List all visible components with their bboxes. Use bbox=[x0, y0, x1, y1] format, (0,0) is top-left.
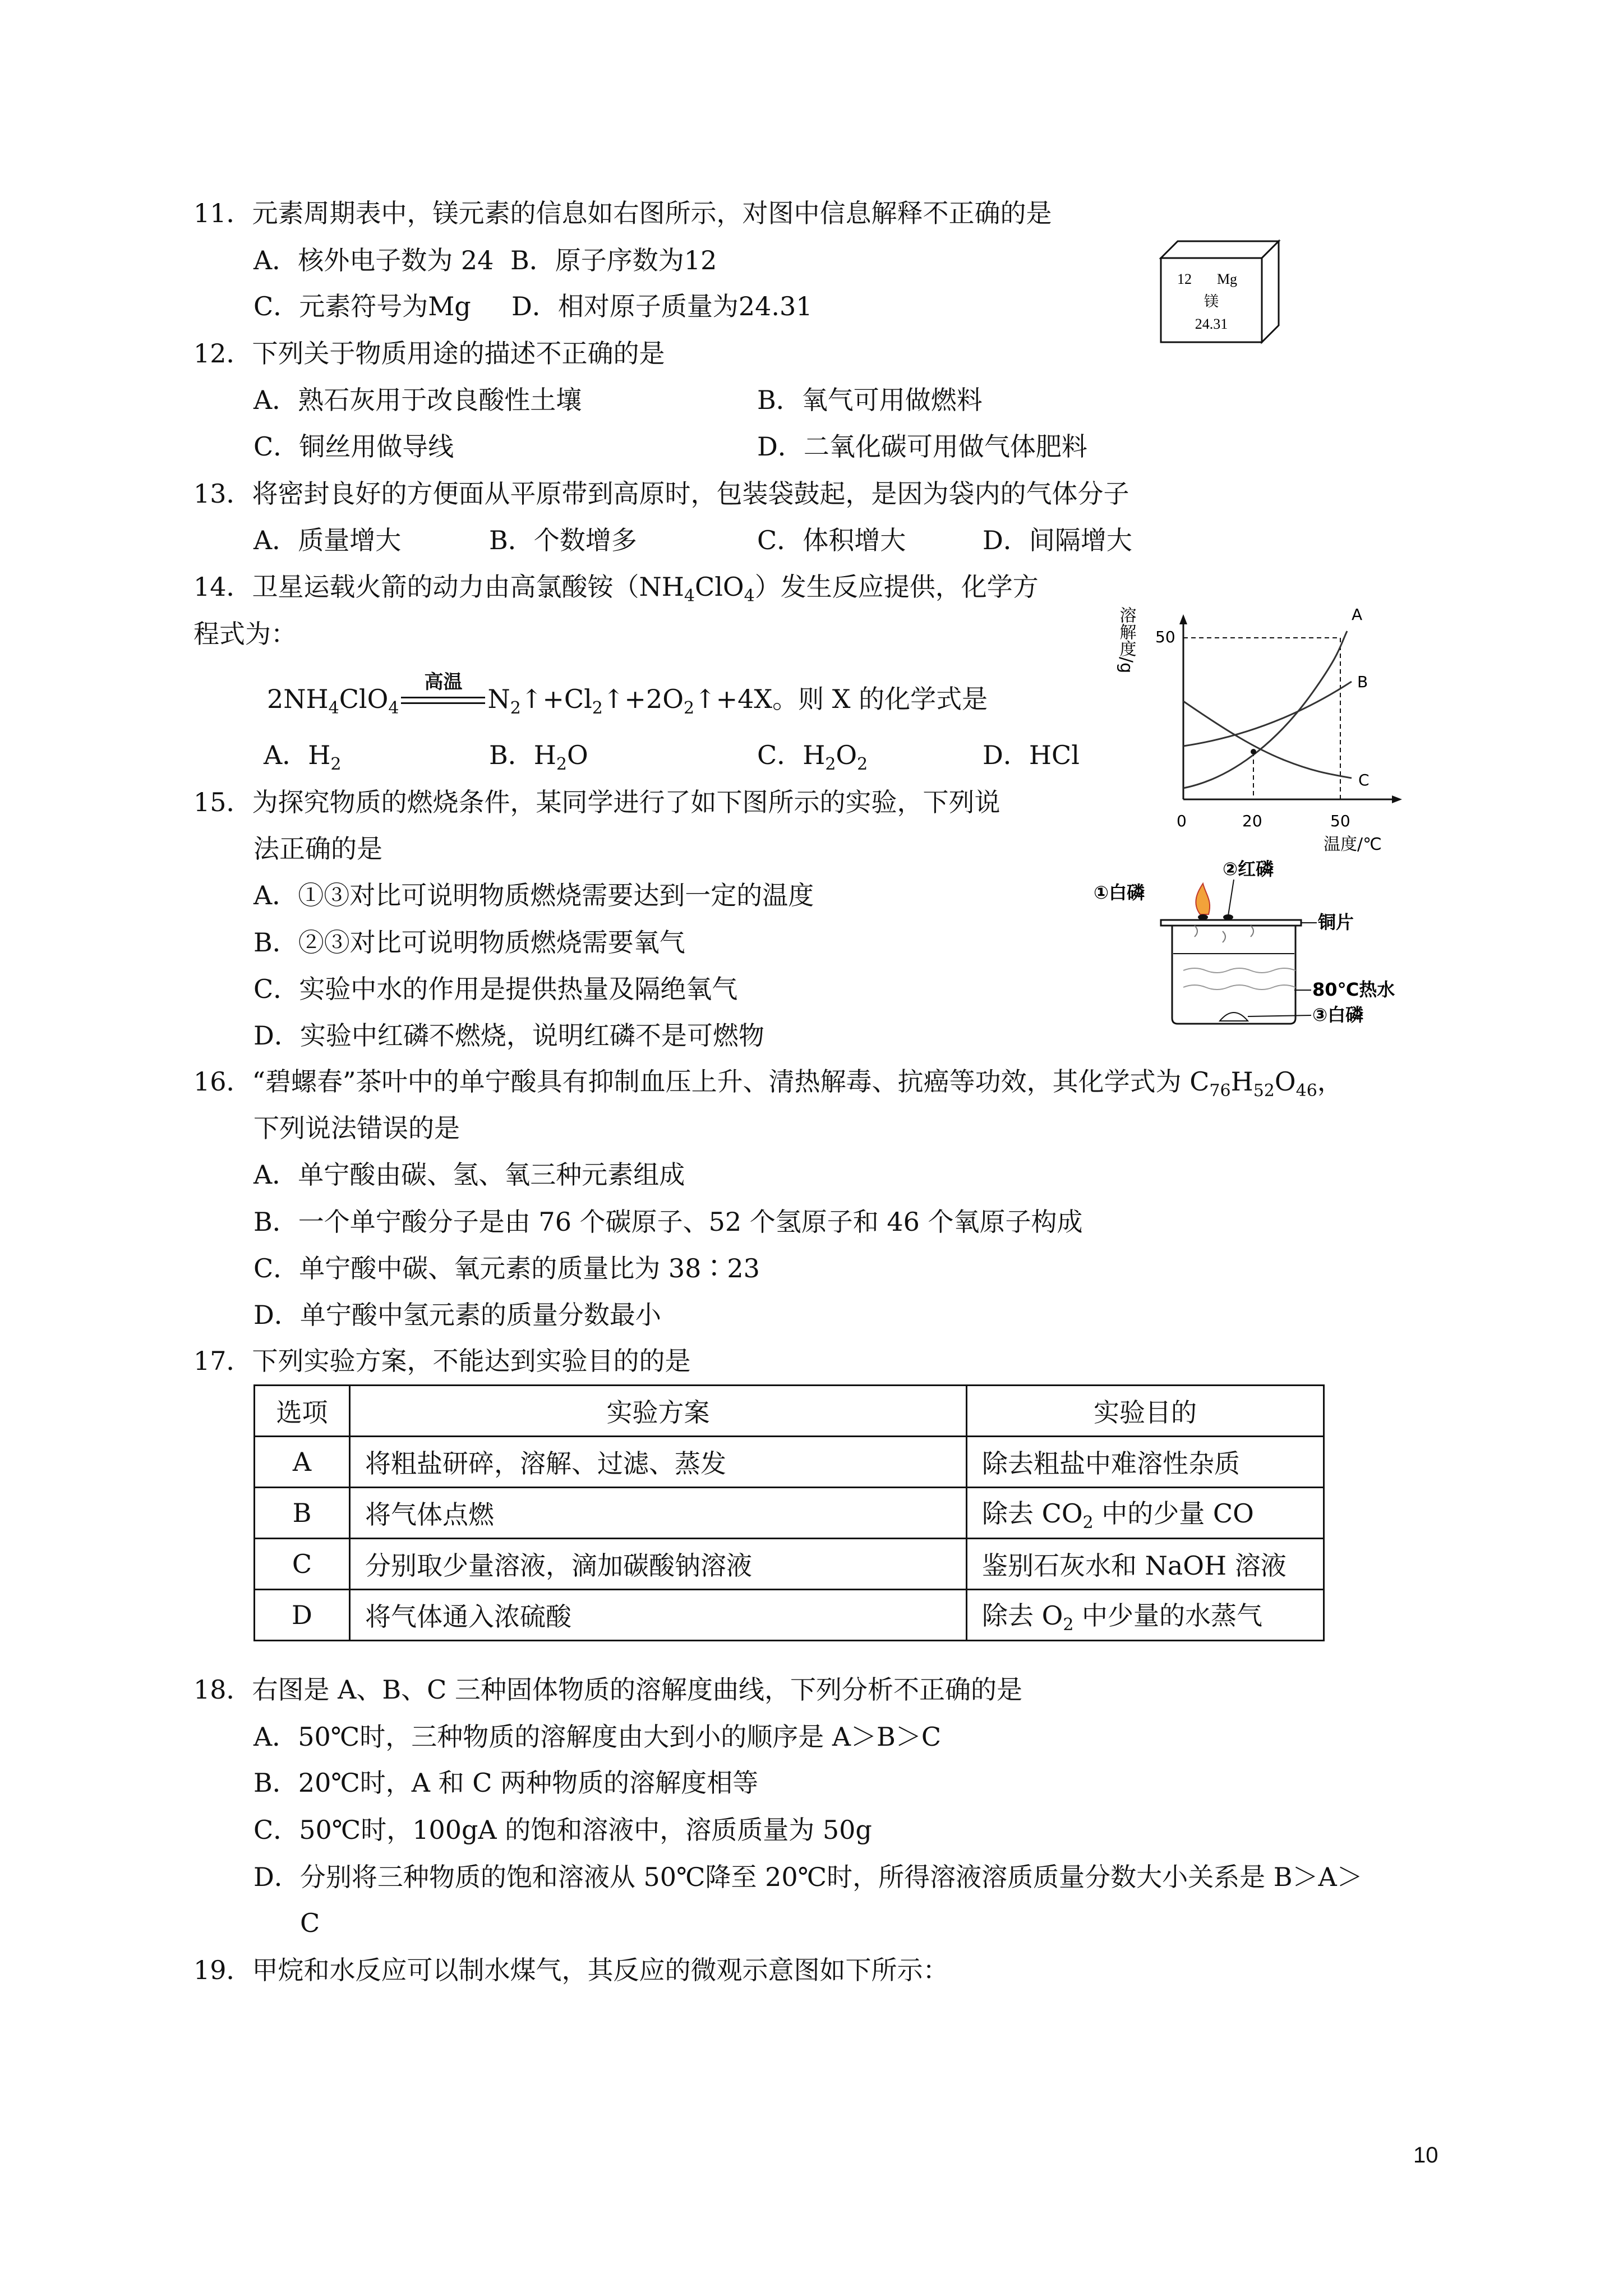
element-mass: 24.31 bbox=[1195, 316, 1228, 332]
flame-icon bbox=[1196, 884, 1210, 914]
curve-b bbox=[1183, 682, 1352, 746]
table-row bbox=[255, 1539, 1324, 1590]
table-header-row bbox=[255, 1386, 1324, 1437]
q14-option-a: A．$H_2$ bbox=[264, 740, 342, 775]
curve-c-label: C bbox=[1358, 771, 1370, 789]
curve-a-label: A bbox=[1352, 605, 1363, 624]
solubility-curve-graph bbox=[1116, 603, 1408, 861]
x-axis-label: 温度/℃ bbox=[1324, 835, 1382, 854]
q14-stem-line2: 程式为： bbox=[193, 619, 297, 649]
q11-option-c: C．元素符号为Mg bbox=[253, 291, 471, 321]
q14-option-c: C．$H_2O_2$ bbox=[757, 740, 868, 775]
q12-option-a: A．熟石灰用于改良酸性土壤 bbox=[253, 385, 582, 415]
q17-stem: 17．下列实验方案，不能达到实验目的的是 bbox=[193, 1346, 691, 1376]
table-row bbox=[255, 1488, 1324, 1539]
q15-option-a: A．①③对比可说明物质燃烧需要达到一定的温度 bbox=[253, 880, 814, 910]
q13-option-d: D．间隔增大 bbox=[983, 525, 1132, 555]
reaction-condition: 高温 bbox=[424, 671, 463, 693]
q18-option-c: C．50℃时，100gA 的饱和溶液中，溶质质量为 50g bbox=[253, 1815, 872, 1845]
label-white-phosphorus-3: ③白磷 bbox=[1312, 1004, 1364, 1025]
q15-option-c: C．实验中水的作用是提供热量及隔绝氧气 bbox=[253, 974, 738, 1004]
row-plan: 分别取少量溶液，滴加碳酸钠溶液 bbox=[350, 1539, 967, 1590]
q18-option-d-cont: C bbox=[300, 1908, 320, 1938]
element-atomic-number: 12 bbox=[1177, 271, 1192, 287]
q14-option-b: B．$H_2O$ bbox=[489, 740, 588, 775]
q15-option-b: B．②③对比可说明物质燃烧需要氧气 bbox=[253, 927, 685, 958]
experiment-table bbox=[253, 1384, 1325, 1641]
q16-option-c: C．单宁酸中碳、氧元素的质量比为 38∶23 bbox=[253, 1253, 760, 1283]
q13-option-b: B．个数增多 bbox=[489, 525, 637, 555]
q11-option-a: A．核外电子数为 24 bbox=[253, 245, 494, 275]
q11-option-b: B．原子序数为12 bbox=[510, 245, 717, 275]
curve-a bbox=[1183, 631, 1347, 788]
row-goal: 除去 $CO_2$ 中的少量 CO bbox=[967, 1488, 1324, 1539]
label-hot-water: 80℃热水 bbox=[1312, 979, 1395, 1000]
q19-stem: 19．甲烷和水反应可以制水煤气，其反应的微观示意图如下所示： bbox=[193, 1955, 949, 1985]
header-plan: 实验方案 bbox=[350, 1386, 967, 1437]
q16-option-d: D．单宁酸中氢元素的质量分数最小 bbox=[253, 1300, 661, 1330]
table-row bbox=[255, 1590, 1324, 1641]
q15-option-d: D．实验中红磷不燃烧，说明红磷不是可燃物 bbox=[253, 1020, 764, 1051]
q14-equation: $2NH_4ClO_4$ 高温 $N_2↑+Cl_2↑+2O_2↑+4X$。则 X 的化学式是 bbox=[267, 683, 988, 724]
q15-stem-line1: 15．为探究物质的燃烧条件，某同学进行了如下图所示的实验，下列说 bbox=[193, 787, 1000, 817]
label-red-phosphorus-2: ②红磷 bbox=[1223, 858, 1274, 880]
q13-option-c: C．体积增大 bbox=[757, 525, 906, 555]
curve-b-label: B bbox=[1357, 673, 1368, 691]
q15-stem-line2: 法正确的是 bbox=[253, 834, 382, 864]
y-axis-label: 溶解度/g bbox=[1116, 606, 1136, 674]
q18-stem: 18．右图是 A、B、C 三种固体物质的溶解度曲线，下列分析不正确的是 bbox=[193, 1674, 1022, 1705]
row-option: C bbox=[255, 1539, 350, 1590]
header-goal: 实验目的 bbox=[967, 1386, 1324, 1437]
label-white-phosphorus-1: ①白磷 bbox=[1094, 882, 1145, 903]
x-tick-50: 50 bbox=[1330, 812, 1350, 830]
q18-option-d: D．分别将三种物质的饱和溶液从 50℃降至 20℃时，所得溶液溶质质量分数大小关系是 B＞A＞ bbox=[253, 1862, 1363, 1892]
row-option: D bbox=[255, 1590, 350, 1641]
table-row bbox=[255, 1437, 1324, 1488]
header-option: 选项 bbox=[255, 1386, 350, 1437]
row-plan: 将气体点燃 bbox=[350, 1488, 967, 1539]
row-goal: 除去粗盐中难溶性杂质 bbox=[967, 1437, 1324, 1488]
magnesium-element-cell-figure bbox=[1155, 236, 1284, 348]
q13-option-a: A．质量增大 bbox=[253, 525, 402, 555]
q16-option-b: B．一个单宁酸分子是由 76 个碳原子、52 个氢原子和 46 个氧原子构成 bbox=[253, 1207, 1083, 1237]
element-name: 镁 bbox=[1204, 293, 1219, 310]
element-symbol: Mg bbox=[1216, 271, 1238, 287]
q12-option-c: C．铜丝用做导线 bbox=[253, 431, 454, 462]
q16-stem-line2: 下列说法错误的是 bbox=[253, 1113, 460, 1143]
q12-option-b: B．氧气可用做燃料 bbox=[757, 385, 983, 415]
q18-option-a: A．50℃时，三种物质的溶解度由大到小的顺序是 A＞B＞C bbox=[253, 1722, 942, 1752]
q18-option-b: B．20℃时，A 和 C 两种物质的溶解度相等 bbox=[253, 1768, 759, 1798]
q13-stem: 13．将密封良好的方便面从平原带到高原时，包装袋鼓起，是因为袋内的气体分子 bbox=[193, 478, 1129, 509]
combustion-experiment-figure bbox=[1094, 853, 1408, 1032]
curve-c bbox=[1183, 701, 1352, 778]
q16-stem-line1: 16．“碧螺春”茶叶中的单宁酸具有抑制血压上升、清热解毒、抗癌等功效，其化学式为 $C_{76}H_{52}O_{46}$， bbox=[193, 1066, 1343, 1101]
page-number: 10 bbox=[1413, 2143, 1438, 2168]
q14-stem-line1: 14．卫星运载火箭的动力由高氯酸铵$(NH_4ClO_4)$发生反应提供，化学方 bbox=[193, 572, 1039, 606]
row-plan: 将气体通入浓硫酸 bbox=[350, 1590, 967, 1641]
row-option: A bbox=[255, 1437, 350, 1488]
q12-option-d: D．二氧化碳可用做气体肥料 bbox=[757, 431, 1087, 462]
y-tick-50: 50 bbox=[1155, 628, 1175, 646]
q11-stem: 11．元素周期表中，镁元素的信息如右图所示，对图中信息解释不正确的是 bbox=[193, 198, 1052, 228]
row-option: B bbox=[255, 1488, 350, 1539]
q16-option-a: A．单宁酸由碳、氢、氧三种元素组成 bbox=[253, 1159, 685, 1190]
label-copper-plate: 铜片 bbox=[1318, 912, 1354, 933]
q14-option-d: D．HCl bbox=[983, 740, 1080, 770]
row-goal: 除去 $O_2$ 中少量的水蒸气 bbox=[967, 1590, 1324, 1641]
row-goal: 鉴别石灰水和 NaOH 溶液 bbox=[967, 1539, 1324, 1590]
reaction-condition-arrow bbox=[401, 671, 485, 712]
q12-stem: 12．下列关于物质用途的描述不正确的是 bbox=[193, 338, 665, 369]
q11-option-d: D．相对原子质量为24.31 bbox=[511, 291, 813, 321]
row-plan: 将粗盐研碎，溶解、过滤、蒸发 bbox=[350, 1437, 967, 1488]
x-tick-20: 20 bbox=[1242, 812, 1262, 830]
x-tick-0: 0 bbox=[1177, 812, 1187, 830]
